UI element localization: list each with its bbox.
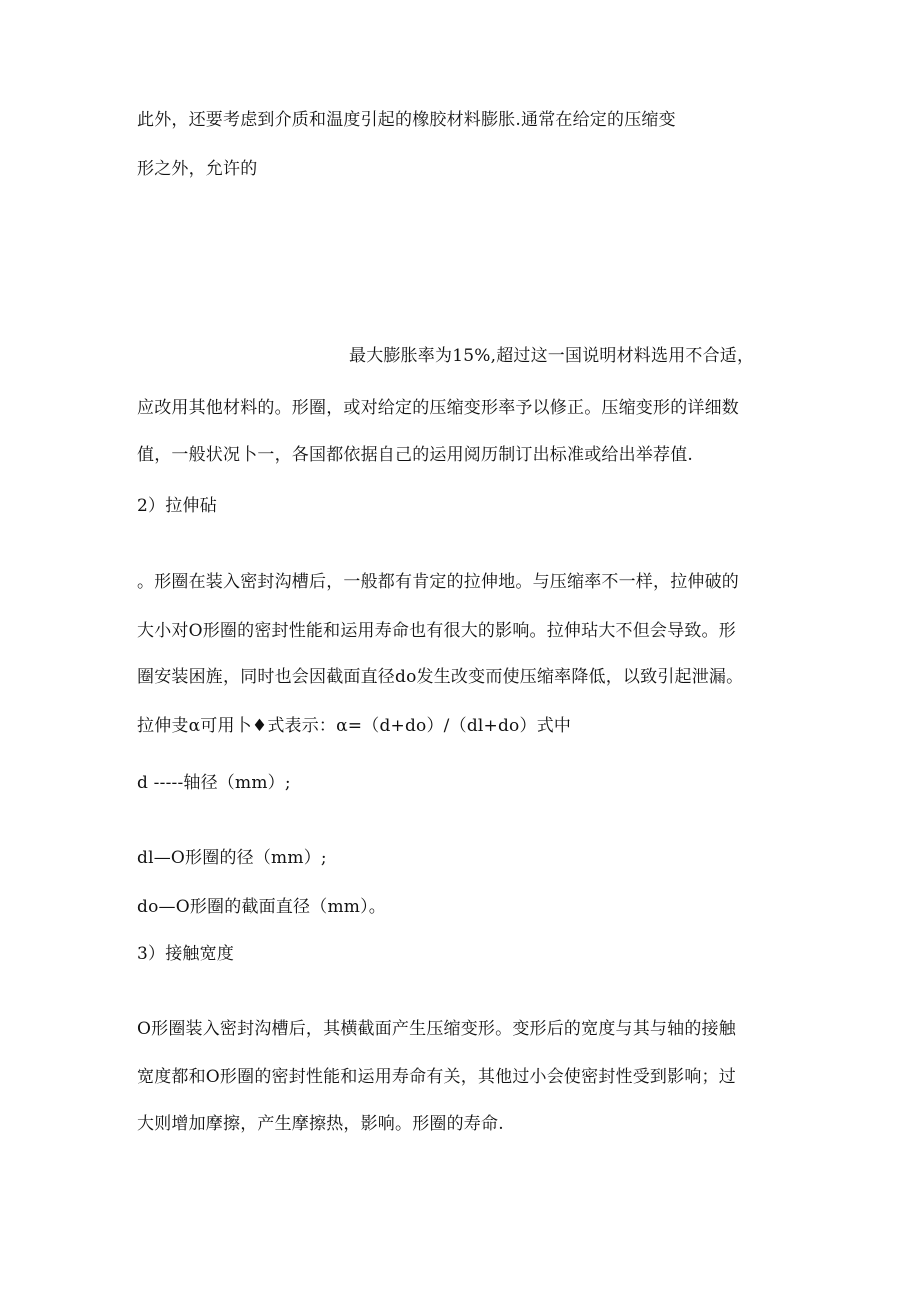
paragraph-line: 圈安装困旌，同时也会因截面直径do发生改变而使压缩率降低，以致引起泄漏。 (137, 667, 744, 687)
paragraph-line: 值，一般状况卜一，各国都依据自己的运用阅历制订出标准或给出举荐值. (137, 445, 694, 465)
paragraph-line: O形圈装入密封沟槽后，其横截面产生压缩变形。变形后的宽度与其与轴的接触 (137, 1019, 736, 1039)
definition-line: dl—O形圈的径（mm）; (137, 848, 327, 868)
paragraph-line: 大小对O形圈的密封性能和运用寿命也有很大的影响。拉伸玷大不但会导致。形 (137, 621, 736, 641)
definition-line: d -----轴径（mm）; (137, 773, 291, 793)
paragraph-line: 大则增加摩擦，产生摩擦热，影响。形圈的寿命. (137, 1114, 504, 1134)
paragraph-line: 应改用其他材料的。形圈，或对给定的压缩变形率予以修正。压缩变形的详细数 (137, 398, 739, 418)
section-heading: 2）拉伸砧 (137, 496, 217, 516)
formula-line: 拉伸叏α可用卜♦式表示：α=（d+do）/（dl+do）式中 (137, 716, 572, 736)
paragraph-line: 最大膨胀率为15%,超过这一国说明材料选用不合适， (349, 346, 755, 366)
paragraph-line: 。形圈在装入密封沟槽后，一般都有肯定的拉伸地。与压缩率不一样，拉伸破的 (137, 572, 739, 592)
definition-line: do—O形圈的截面直径（mm）。 (137, 897, 386, 917)
paragraph-line: 形之外，允许的 (137, 159, 258, 179)
section-heading: 3）接触宽度 (137, 944, 235, 964)
paragraph-line: 此外，还要考虑到介质和温度引起的橡胶材料膨胀.通常在给定的压缩变 (137, 110, 676, 130)
paragraph-line: 宽度都和O形圈的密封性能和运用寿命有关，其他过小会使密封性受到影响；过 (137, 1067, 736, 1087)
